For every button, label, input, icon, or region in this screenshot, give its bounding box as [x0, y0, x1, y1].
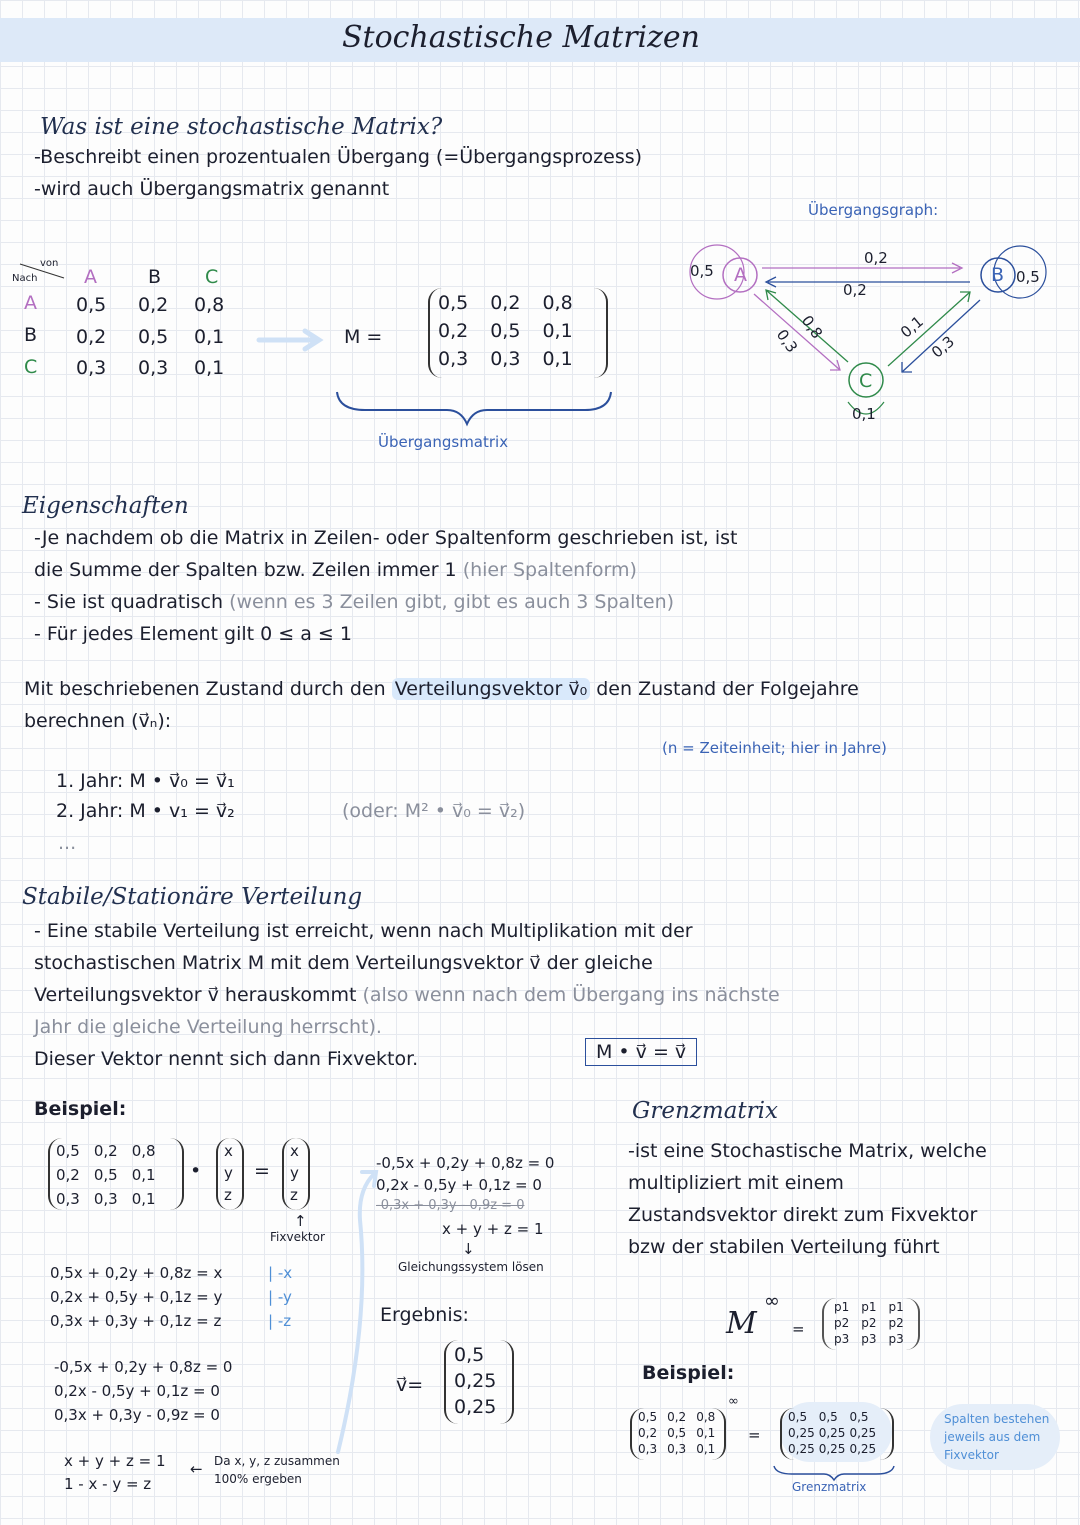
note-line-2: 100% ergeben: [214, 1472, 302, 1486]
matrix-cell: 0,25: [788, 1442, 815, 1456]
ellipsis: ...: [58, 832, 77, 854]
matrix-cell: 0,5: [788, 1410, 808, 1424]
m-infinity-label: M: [726, 1306, 757, 1341]
eq-set-3-line-1: x + y + z = 1: [64, 1452, 166, 1470]
table-row-header-c: C: [24, 356, 38, 378]
matrix-cell: 0,2: [490, 292, 521, 314]
right-arrow-icon: [255, 325, 330, 355]
eq-set-2-line-1: -0,5x + 0,2y + 0,8z = 0: [54, 1358, 233, 1376]
beispiel-label: Beispiel:: [34, 1098, 127, 1120]
graph-edge-c-a: 0,3: [772, 326, 802, 356]
table-cell: 0,3: [76, 357, 107, 379]
matrix-cell: p2: [861, 1316, 877, 1330]
matrix-cell: 0,25: [788, 1426, 815, 1440]
m-infinity-exp: ∞: [764, 1290, 780, 1312]
grenz-line-1: -ist eine Stochastische Matrix, welche: [628, 1140, 987, 1162]
table-cell: 0,1: [194, 326, 225, 348]
verteilung-note: (n = Zeiteinheit; hier in Jahre): [662, 739, 887, 757]
p-matrix: [822, 1298, 920, 1350]
matrix-cell: 0,3: [490, 348, 521, 370]
page-title: Stochastische Matrizen: [342, 20, 701, 55]
table-cell: 0,8: [194, 294, 225, 316]
matrix-cell: 0,5: [490, 320, 521, 342]
matrix-cell: 0,1: [696, 1426, 716, 1440]
matrix-cell: 0,3: [667, 1442, 687, 1456]
matrix-cell: 0,2: [438, 320, 469, 342]
stabil-line-5: Dieser Vektor nennt sich dann Fixvektor.: [34, 1048, 419, 1070]
beispiel-matrix: [48, 1138, 184, 1210]
intro-line-2: -wird auch Übergangsmatrix genannt: [34, 178, 390, 200]
grenz-note-3: Fixvektor: [944, 1448, 999, 1462]
table-cell: 0,5: [138, 326, 169, 348]
matrix-cell: 0,25: [849, 1426, 877, 1440]
system-line-3: -0,3x + 0,3y - 0,9z = 0: [376, 1198, 525, 1213]
matrix-cell: 0,1: [131, 1190, 156, 1208]
system-note: Gleichungssystem lösen: [398, 1260, 544, 1274]
system-down-arrow: ↓: [462, 1240, 475, 1258]
op-2: | -y: [268, 1288, 292, 1306]
graph-loop-c: 0,1: [852, 405, 876, 423]
graph-edge-b-a: 0,2: [843, 281, 867, 299]
matrix-cell: 0,5: [818, 1410, 838, 1424]
matrix-cell: 0,1: [542, 348, 573, 370]
matrix-cell: 0,5: [438, 292, 469, 314]
matrix-cell: 0,2: [638, 1426, 658, 1440]
graph-edge-b-c: 0,1: [897, 312, 927, 342]
graph-title: Übergangsgraph:: [808, 201, 939, 219]
matrix-cell: 0,8: [131, 1142, 156, 1160]
matrix-cell: 0,25: [818, 1426, 846, 1440]
grenz-line-3: Zustandsvektor direkt zum Fixvektor: [628, 1204, 978, 1226]
stabil-heading: Stabile/Stationäre Verteilung: [22, 884, 363, 910]
grenz-eq: =: [748, 1426, 761, 1444]
eigenschaften-line-1: -Je nachdem ob die Matrix in Zeilen- oder Spaltenform geschrieben ist, ist: [34, 527, 738, 549]
graph-edge-a-b: 0,2: [864, 249, 888, 267]
table-cell: 0,2: [76, 326, 107, 348]
graph-node-c: C: [859, 370, 873, 392]
stabil-line-4: Jahr die gleiche Verteilung herrscht).: [34, 1016, 382, 1038]
underbrace: [335, 388, 615, 428]
matrix-cell: 0,8: [542, 292, 573, 314]
fixvektor-arrow: ↑: [294, 1212, 307, 1230]
graph-edge-c-b: 0,3: [928, 332, 958, 362]
equals-sign: =: [254, 1160, 270, 1182]
matrix-cell: 0,1: [131, 1166, 156, 1184]
matrix-cell: p1: [861, 1300, 877, 1314]
matrix-cell: 0,2: [93, 1142, 118, 1160]
grenz-note-1: Spalten bestehen: [944, 1412, 1050, 1426]
matrix-cell: p3: [861, 1332, 877, 1346]
stabil-line-1: - Eine stabile Verteilung ist erreicht, wenn nach Multiplikation mit der: [34, 920, 693, 942]
intro-heading: Was ist eine stochastische Matrix?: [40, 114, 443, 140]
matrix-cell: 0,5: [667, 1426, 687, 1440]
alt-formula: (oder: M² • v⃗₀ = v⃗₂): [342, 800, 526, 822]
table-corner-nach: Nach: [12, 273, 38, 284]
brace-label: Übergangsmatrix: [378, 433, 509, 451]
matrix-cell: 0,8: [696, 1410, 716, 1424]
grenz-line-4: bzw der stabilen Verteilung führt: [628, 1236, 940, 1258]
verteilung-line-1: Mit beschriebenen Zustand durch den Verteilungsvektor v⃗₀ den Zustand der Folgejahre: [24, 678, 859, 700]
table-row-header-b: B: [24, 324, 38, 346]
table-row-header-a: A: [24, 292, 37, 314]
graph-node-a: A: [734, 264, 747, 286]
eq-set-3-line-2: 1 - x - y = z: [64, 1475, 152, 1493]
table-cell: 0,2: [138, 294, 169, 316]
matrix-cell: 0,3: [438, 348, 469, 370]
matrix-cell: 0,25: [818, 1442, 846, 1456]
matrix-cell: 0,1: [696, 1442, 716, 1456]
intro-line-1: -Beschreibt einen prozentualen Übergang (=Übergangsprozess): [34, 146, 643, 168]
matrix-cell: p3: [888, 1332, 904, 1346]
grenz-matrix-result: [780, 1408, 894, 1460]
eigenschaften-line-3: - Sie ist quadratisch (wenn es 3 Zeilen gibt, gibt es auch 3 Spalten): [34, 591, 675, 613]
matrix-cell: p2: [888, 1316, 904, 1330]
system-line-4: x + y + z = 1: [442, 1220, 544, 1238]
result-vector-label: v⃗=: [396, 1374, 424, 1396]
eq-set-1-line-2: 0,2x + 0,5y + 0,1z = y: [50, 1288, 223, 1306]
graph-loop-a: 0,5: [690, 262, 714, 280]
matrix-cell: p1: [834, 1300, 850, 1314]
grenz-under-label: Grenzmatrix: [792, 1480, 867, 1494]
system-line-2: 0,2x - 0,5y + 0,1z = 0: [376, 1176, 542, 1194]
eigenschaften-line-4: - Für jedes Element gilt 0 ≤ a ≤ 1: [34, 623, 352, 645]
graph-loop-b: 0,5: [1016, 268, 1040, 286]
matrix-cell: p1: [888, 1300, 904, 1314]
table-cell: 0,1: [194, 357, 225, 379]
graph-node-b: B: [991, 264, 1005, 286]
matrix-cell: 0,2: [56, 1166, 80, 1184]
matrix-cell: 0,5: [93, 1166, 118, 1184]
note-line-1: Da x, y, z zusammen: [214, 1454, 340, 1468]
vector-xyz-in: x y z: [216, 1138, 244, 1210]
eq-set-1-line-1: 0,5x + 0,2y + 0,8z = x: [50, 1264, 223, 1282]
multiply-dot: •: [190, 1160, 202, 1182]
stabil-line-3: Verteilungsvektor v⃗ herauskommt (also wenn nach dem Übergang ins nächste: [34, 984, 780, 1006]
year-1: 1. Jahr: M • v⃗₀ = v⃗₁: [56, 770, 235, 792]
grenz-matrix-left: [630, 1408, 726, 1460]
grenz-note-2: jeweils aus dem: [944, 1430, 1041, 1444]
table-cell: 0,3: [138, 357, 169, 379]
matrix-cell: 0,25: [849, 1442, 877, 1456]
matrix-cell: 0,1: [542, 320, 573, 342]
matrix-cell: 0,2: [667, 1410, 687, 1424]
matrix-m-label: M =: [344, 326, 383, 348]
graph-edge-a-c: 0,8: [797, 312, 827, 342]
eigenschaften-heading: Eigenschaften: [22, 493, 189, 519]
ergebnis-label: Ergebnis:: [380, 1304, 469, 1326]
result-vector: [444, 1340, 514, 1424]
op-3: | -z: [268, 1312, 292, 1330]
eq-set-1-line-3: 0,3x + 0,3y + 0,1z = z: [50, 1312, 222, 1330]
op-1: | -x: [268, 1264, 293, 1282]
grenz-line-2: multipliziert mit einem: [628, 1172, 844, 1194]
matrix-m: [428, 288, 608, 378]
vector-cell: 0,25: [454, 1396, 497, 1418]
eq-set-2-line-2: 0,2x - 0,5y + 0,1z = 0: [54, 1382, 220, 1400]
matrix-cell: p2: [834, 1316, 850, 1330]
matrix-cell: 0,3: [638, 1442, 658, 1456]
fixvektor-label: Fixvektor: [270, 1230, 325, 1244]
stabil-line-2: stochastischen Matrix M mit dem Verteilungsvektor v⃗ der gleiche: [34, 952, 653, 974]
note-arrow-icon: ←: [190, 1460, 203, 1478]
table-col-header-a: A: [84, 266, 97, 288]
m-infinity-eq: =: [792, 1320, 805, 1338]
fixvektor-formula-box: M • v⃗ = v⃗: [585, 1038, 697, 1066]
vector-cell: 0,25: [454, 1370, 497, 1392]
matrix-cell: 0,3: [93, 1190, 118, 1208]
eigenschaften-line-2: die Summe der Spalten bzw. Zeilen immer 1 (hier Spaltenform): [34, 559, 637, 581]
vector-cell: 0,5: [454, 1344, 485, 1366]
table-corner-line: [18, 262, 66, 280]
matrix-cell: 0,3: [56, 1190, 80, 1208]
table-col-header-b: B: [148, 266, 162, 288]
verteilung-line-2: berechnen (v⃗ₙ):: [24, 710, 172, 732]
table-col-header-c: C: [205, 266, 219, 288]
eq-set-2-line-3: 0,3x + 0,3y - 0,9z = 0: [54, 1406, 220, 1424]
grenz-heading: Grenzmatrix: [632, 1098, 778, 1124]
grenz-beispiel-label: Beispiel:: [642, 1362, 735, 1384]
matrix-cell: 0,5: [849, 1410, 869, 1424]
matrix-cell: 0,5: [56, 1142, 80, 1160]
grenz-inf-exp: ∞: [728, 1394, 739, 1409]
table-corner-von: von: [40, 258, 59, 269]
system-line-1: -0,5x + 0,2y + 0,8z = 0: [376, 1154, 555, 1172]
matrix-cell: 0,5: [638, 1410, 658, 1424]
matrix-cell: p3: [834, 1332, 850, 1346]
table-cell: 0,5: [76, 294, 107, 316]
vector-xyz-out: x y z: [282, 1138, 310, 1210]
year-2: 2. Jahr: M • v₁ = v⃗₂: [56, 800, 235, 822]
